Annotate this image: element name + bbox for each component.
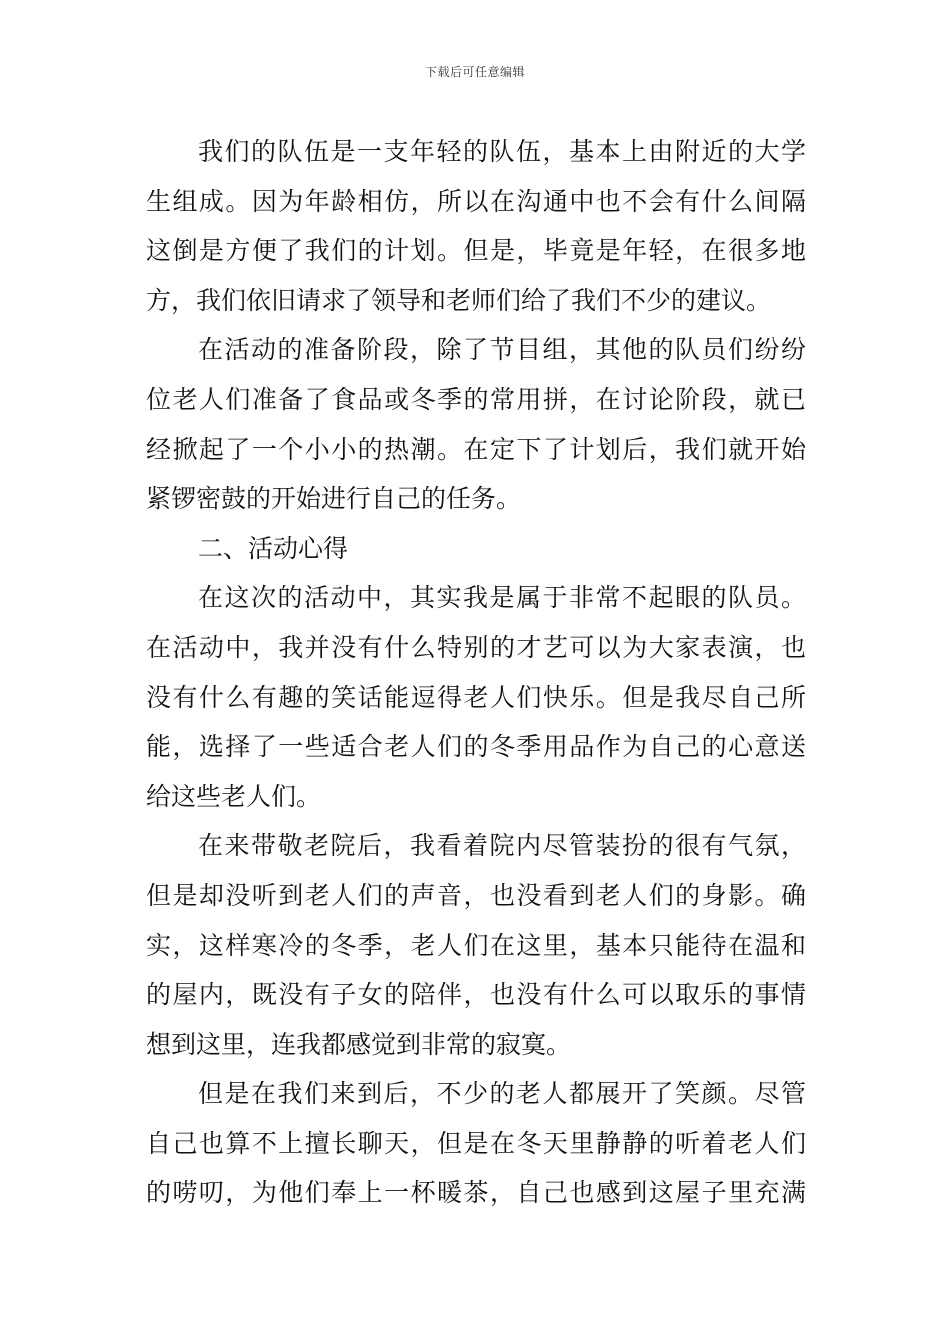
text-line: 经掀起了一个小小的热潮。在定下了计划后，我们就开始 <box>146 434 806 464</box>
page-header: 下载后可任意编辑 <box>424 65 525 79</box>
text-line: 在活动的准备阶段，除了节目组，其他的队员们纷纷 <box>198 335 806 365</box>
text-line: 实，这样寒冷的冬季，老人们在这里，基本只能待在温和 <box>146 930 806 960</box>
text-line: 位老人们准备了食品或冬季的常用拼，在讨论阶段，就已 <box>146 384 806 414</box>
text-line: 没有什么有趣的笑话能逗得老人们快乐。但是我尽自己所 <box>146 682 806 712</box>
text-line: 我们的队伍是一支年轻的队伍，基本上由附近的大学 <box>198 137 806 166</box>
text-line: 自己也算不上擅长聊天，但是在冬天里静静的听着老人们 <box>146 1128 806 1158</box>
text-line: 紧锣密鼓的开始进行自己的任务。 <box>146 484 522 514</box>
text-line: 这倒是方便了我们的计划。但是，毕竟是年轻，在很多地 <box>146 236 806 266</box>
text-line: 想到这里，连我都感觉到非常的寂寞。 <box>146 1029 572 1059</box>
text-line: 生组成。因为年龄相仿，所以在沟通中也不会有什么间隔 <box>146 186 806 216</box>
text-line: 的屋内，既没有子女的陪伴，也没有什么可以取乐的事情 <box>146 980 806 1010</box>
text-line: 在活动中，我并没有什么特别的才艺可以为大家表演，也 <box>146 632 806 662</box>
body-text <box>146 127 806 1218</box>
section-heading: 二、活动心得 <box>198 533 349 563</box>
text-line: 的唠叨，为他们奉上一杯暖茶，自己也感到这屋子里充满 <box>146 1178 806 1208</box>
text-line: 在来带敬老院后，我看着院内尽管装扮的很有气氛， <box>198 831 806 861</box>
text-line: 能，选择了一些适合老人们的冬季用品作为自己的心意送 <box>146 732 806 762</box>
text-line: 在这次的活动中，其实我是属于非常不起眼的队员。 <box>198 583 806 613</box>
text-line: 给这些老人们。 <box>146 781 322 811</box>
text-line: 但是在我们来到后，不少的老人都展开了笑颜。尽管 <box>198 1079 806 1109</box>
text-line: 但是却没听到老人们的声音，也没看到老人们的身影。确 <box>146 880 806 910</box>
text-line: 方，我们依旧请求了领导和老师们给了我们不少的建议。 <box>146 285 772 315</box>
